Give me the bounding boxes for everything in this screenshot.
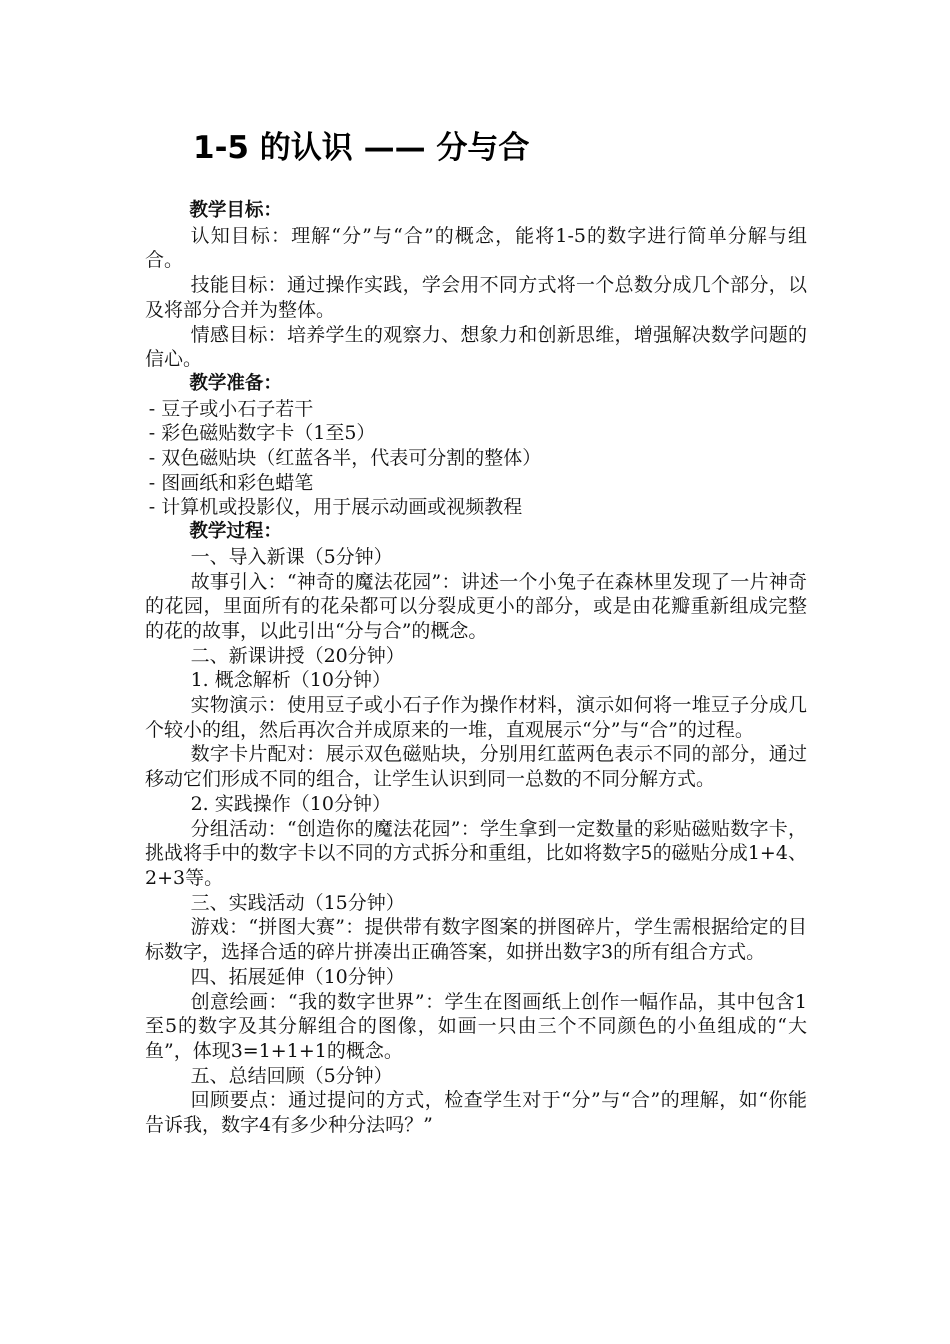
section-heading-objectives: 教学目标： [189, 200, 282, 221]
paragraph-card-matching: 数字卡片配对：展示双色磁贴块，分别用红蓝两色表示不同的部分，通过移动它们形成不同的组合，让学生认识到同一总数的不同分解方式。 [145, 743, 807, 791]
document-title: 1-5 的认识 —— 分与合 [193, 130, 530, 166]
paragraph-group-activity: 分组活动：“创造你的魔法花园”：学生拿到一定数量的彩贴磁贴数字卡，挑战将手中的数字卡以不同的方式拆分和重组，比如将数字5的磁贴分成1+4、2+3等。 [145, 817, 807, 889]
step-heading-introduction: 一、导入新课（5分钟） [190, 545, 393, 568]
section-heading-process: 教学过程： [189, 521, 282, 543]
step-heading-extension: 四、拓展延伸（10分钟） [190, 965, 405, 988]
paragraph-creative-drawing: 创意绘画：“我的数字世界”：学生在图画纸上创作一幅作品，其中包含1至5的数字及其分解组合的图像，如画一只由三个不同颜色的小鱼组成的“大鱼”，体现3=1+1+1的概念。 [145, 990, 807, 1062]
paragraph-skill-objective: 技能目标：通过操作实践，学会用不同方式将一个总数分成几个部分，以及将部分合并为整体。 [145, 274, 807, 321]
step-heading-new-lesson: 二、新课讲授（20分钟） [190, 644, 405, 667]
list-item: - 豆子或小石子若干 [148, 397, 314, 420]
paragraph-cognitive-objective: 认知目标：理解“分”与“合”的概念，能将1-5的数字进行简单分解与组合。 [145, 224, 807, 272]
list-item: - 双色磁贴块（红蓝各半，代表可分割的整体） [148, 447, 542, 470]
step-heading-activity: 三、实践活动（15分钟） [190, 891, 405, 914]
step-heading-summary: 五、总结回顾（5分钟） [190, 1064, 393, 1087]
paragraph-affective-objective: 情感目标：培养学生的观察力、想象力和创新思维，增强解决数学问题的信心。 [145, 323, 807, 371]
section-heading-preparation: 教学准备： [189, 372, 282, 394]
list-item: - 图画纸和彩色蜡笔 [148, 471, 314, 494]
step-heading-concept: 1. 概念解析（10分钟） [190, 669, 391, 692]
list-item: - 彩色磁贴数字卡（1至5） [148, 422, 376, 445]
paragraph-story-introduction: 故事引入：“神奇的魔法花园”：讲述一个小兔子在森林里发现了一片神奇的花园，里面所有的花朵都可以分裂成更小的部分，或是由花瓣重新组成完整的花的故事，以此引出“分与合”的概念。 [145, 570, 807, 642]
paragraph-puzzle-game: 游戏：“拼图大赛”：提供带有数字图案的拼图碎片，学生需根据给定的目标数字，选择合适的碎片拼凑出正确答案，如拼出数字3的所有组合方式。 [145, 916, 807, 964]
paragraph-review: 回顾要点：通过提问的方式，检查学生对于“分”与“合”的理解，如“你能告诉我，数字4有多少种分法吗？” [145, 1089, 807, 1137]
list-item: - 计算机或投影仪，用于展示动画或视频教程 [148, 496, 523, 519]
step-heading-practice: 2. 实践操作（10分钟） [190, 792, 391, 815]
document-body [145, 199, 807, 1138]
paragraph-object-demo: 实物演示：使用豆子或小石子作为操作材料，演示如何将一堆豆子分成几个较小的组，然后再次合并成原来的一堆，直观展示“分”与“合”的过程。 [145, 694, 807, 741]
